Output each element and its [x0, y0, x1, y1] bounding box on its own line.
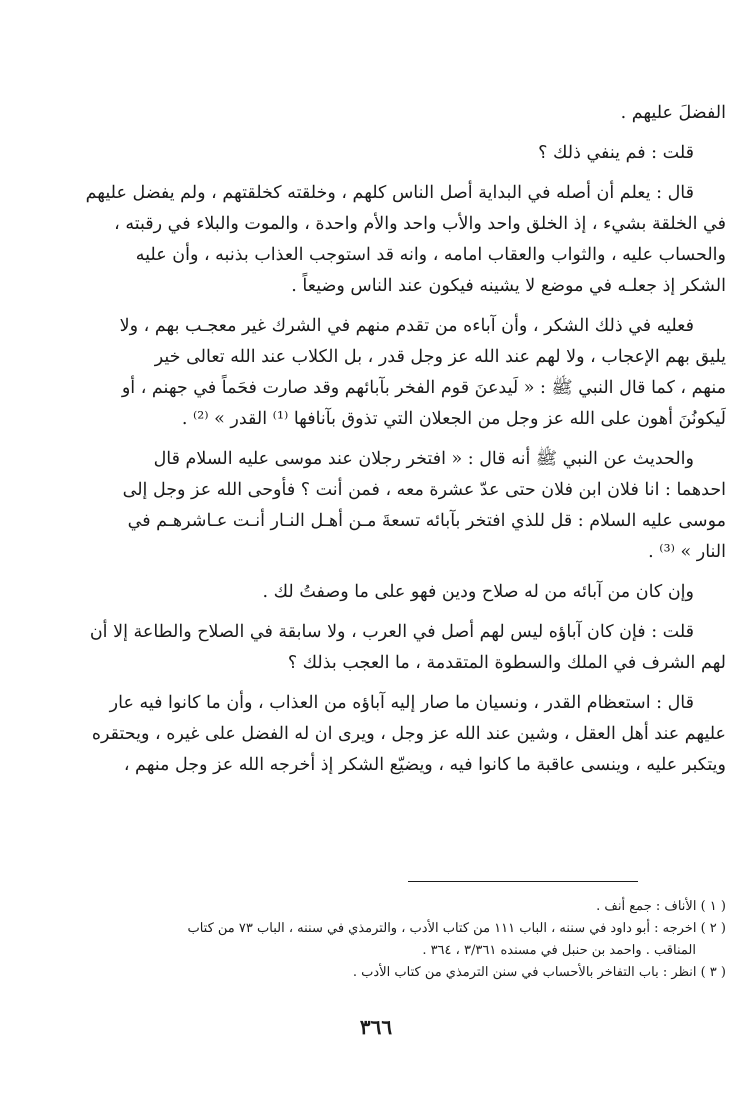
footnote [50, 962, 726, 984]
footnote-line: ( ٢ ) اخرجه : أبو داود في سننه ، الباب ١١١ من كتاب الأدب ، والترمذي في سننه ، الباب ٧٣ من كتاب [187, 921, 726, 936]
text-line: والحساب عليه ، والثواب والعقاب امامه ، وانه قد استوجب العذاب بذنبه ، وأن عليه [135, 245, 726, 265]
text-line: قلت : فم ينفي ذلك ؟ [538, 143, 694, 163]
paragraph [50, 138, 726, 169]
page-number: ٣٦٦ [359, 1015, 393, 1039]
text-line: فعليه في ذلك الشكر ، وأن آباءه من تقدم منهم في الشرك غير معجـب بهم ، ولا [119, 316, 694, 336]
paragraph [50, 444, 726, 568]
text-line: قال : يعلم أن أصله في البداية أصل الناس كلهم ، وخلقته كخلقتهم ، ولم يفضل عليهم [85, 183, 694, 203]
footnote-line: ( ١ ) الأناف : جمع أنف . [596, 899, 726, 914]
paragraph [50, 98, 726, 129]
text-line: قلت : فإن كان آباؤه ليس لهم أصل في العرب ، ولا سابقة في الصلاح والطاعة إلا أن [89, 622, 694, 642]
main-text [50, 98, 726, 790]
text-line: ويتكبر عليه ، وينسى عاقبة ما كانوا فيه ، ويضيّع الشكر إذ أخرجه الله عز وجل منهم ، [123, 755, 726, 775]
text-line: النار » ⁽³⁾ . [648, 542, 726, 562]
text-line: لَيكونُنَ أهون على الله عز وجل من الجعلان التي تذوق بآنافها ⁽¹⁾ القدر » ⁽²⁾ . [181, 409, 726, 429]
text-line: موسى عليه السلام : قل للذي افتخر بآبائه تسعةَ مـن أهـل النـار أنـت عـاشرهـم في [127, 511, 726, 531]
text-line: لهم الشرف في الملك والسطوة المتقدمة ، ما العجب بذلك ؟ [287, 653, 726, 673]
text-line: الشكر إذ جعلـه في موضع لا يشينه فيكون عند الناس وضيعاً . [291, 276, 726, 296]
text-line: في الخلقة بشيء ، إذ الخلق واحد والأب واحد والأم واحدة ، والموت والبلاء في رقبته ، [114, 214, 726, 234]
paragraph [50, 688, 726, 781]
text-line: يليق بهم الإعجاب ، ولا لهم عند الله عز وجل قدر ، بل الكلاب عند الله تعالى خير [154, 347, 726, 367]
footnote-line: ( ٣ ) انظر : باب التفاخر بالأحساب في سنن الترمذي من كتاب الأدب . [352, 965, 726, 980]
text-line: منهم ، كما قال النبي ﷺ : « لَيدعنَ قوم الفخر بآبائهم وقد صارت فحَماً في جهنم ، أو [121, 378, 726, 398]
paragraph [50, 178, 726, 302]
text-line: والحديث عن النبي ﷺ أنه قال : « افتخر رجلان عند موسى عليه السلام قال [153, 449, 694, 469]
footnote-divider [408, 881, 638, 882]
text-line: وإن كان من آبائه من له صلاح ودين فهو على ما وصفتُ لك . [262, 582, 694, 602]
text-line: عليهم عند أهل العقل ، وشين عند الله عز وجل ، ويرى ان له الفضل على غيره ، ويحتقره [91, 724, 726, 744]
footnotes [50, 896, 726, 984]
paragraph [50, 311, 726, 435]
text-line: احدهما : انا فلان ابن فلان حتى عدّ عشرة معه ، فمن أنت ؟ فأوحى الله عز وجل إلى [122, 480, 726, 500]
text-line: قال : استعظام القدر ، ونسيان ما صار إليه آباؤه من العذاب ، وأن ما كانوا فيه عار [109, 693, 694, 713]
paragraph [50, 577, 726, 608]
footnote [50, 918, 726, 962]
footnote [50, 896, 726, 918]
paragraph [50, 617, 726, 679]
footnote-line: المناقب . واحمد بن حنبل في مسنده ٣/٣٦١ ، ٣٦٤ . [422, 943, 696, 958]
text-line: الفضلَ عليهم . [620, 103, 726, 123]
